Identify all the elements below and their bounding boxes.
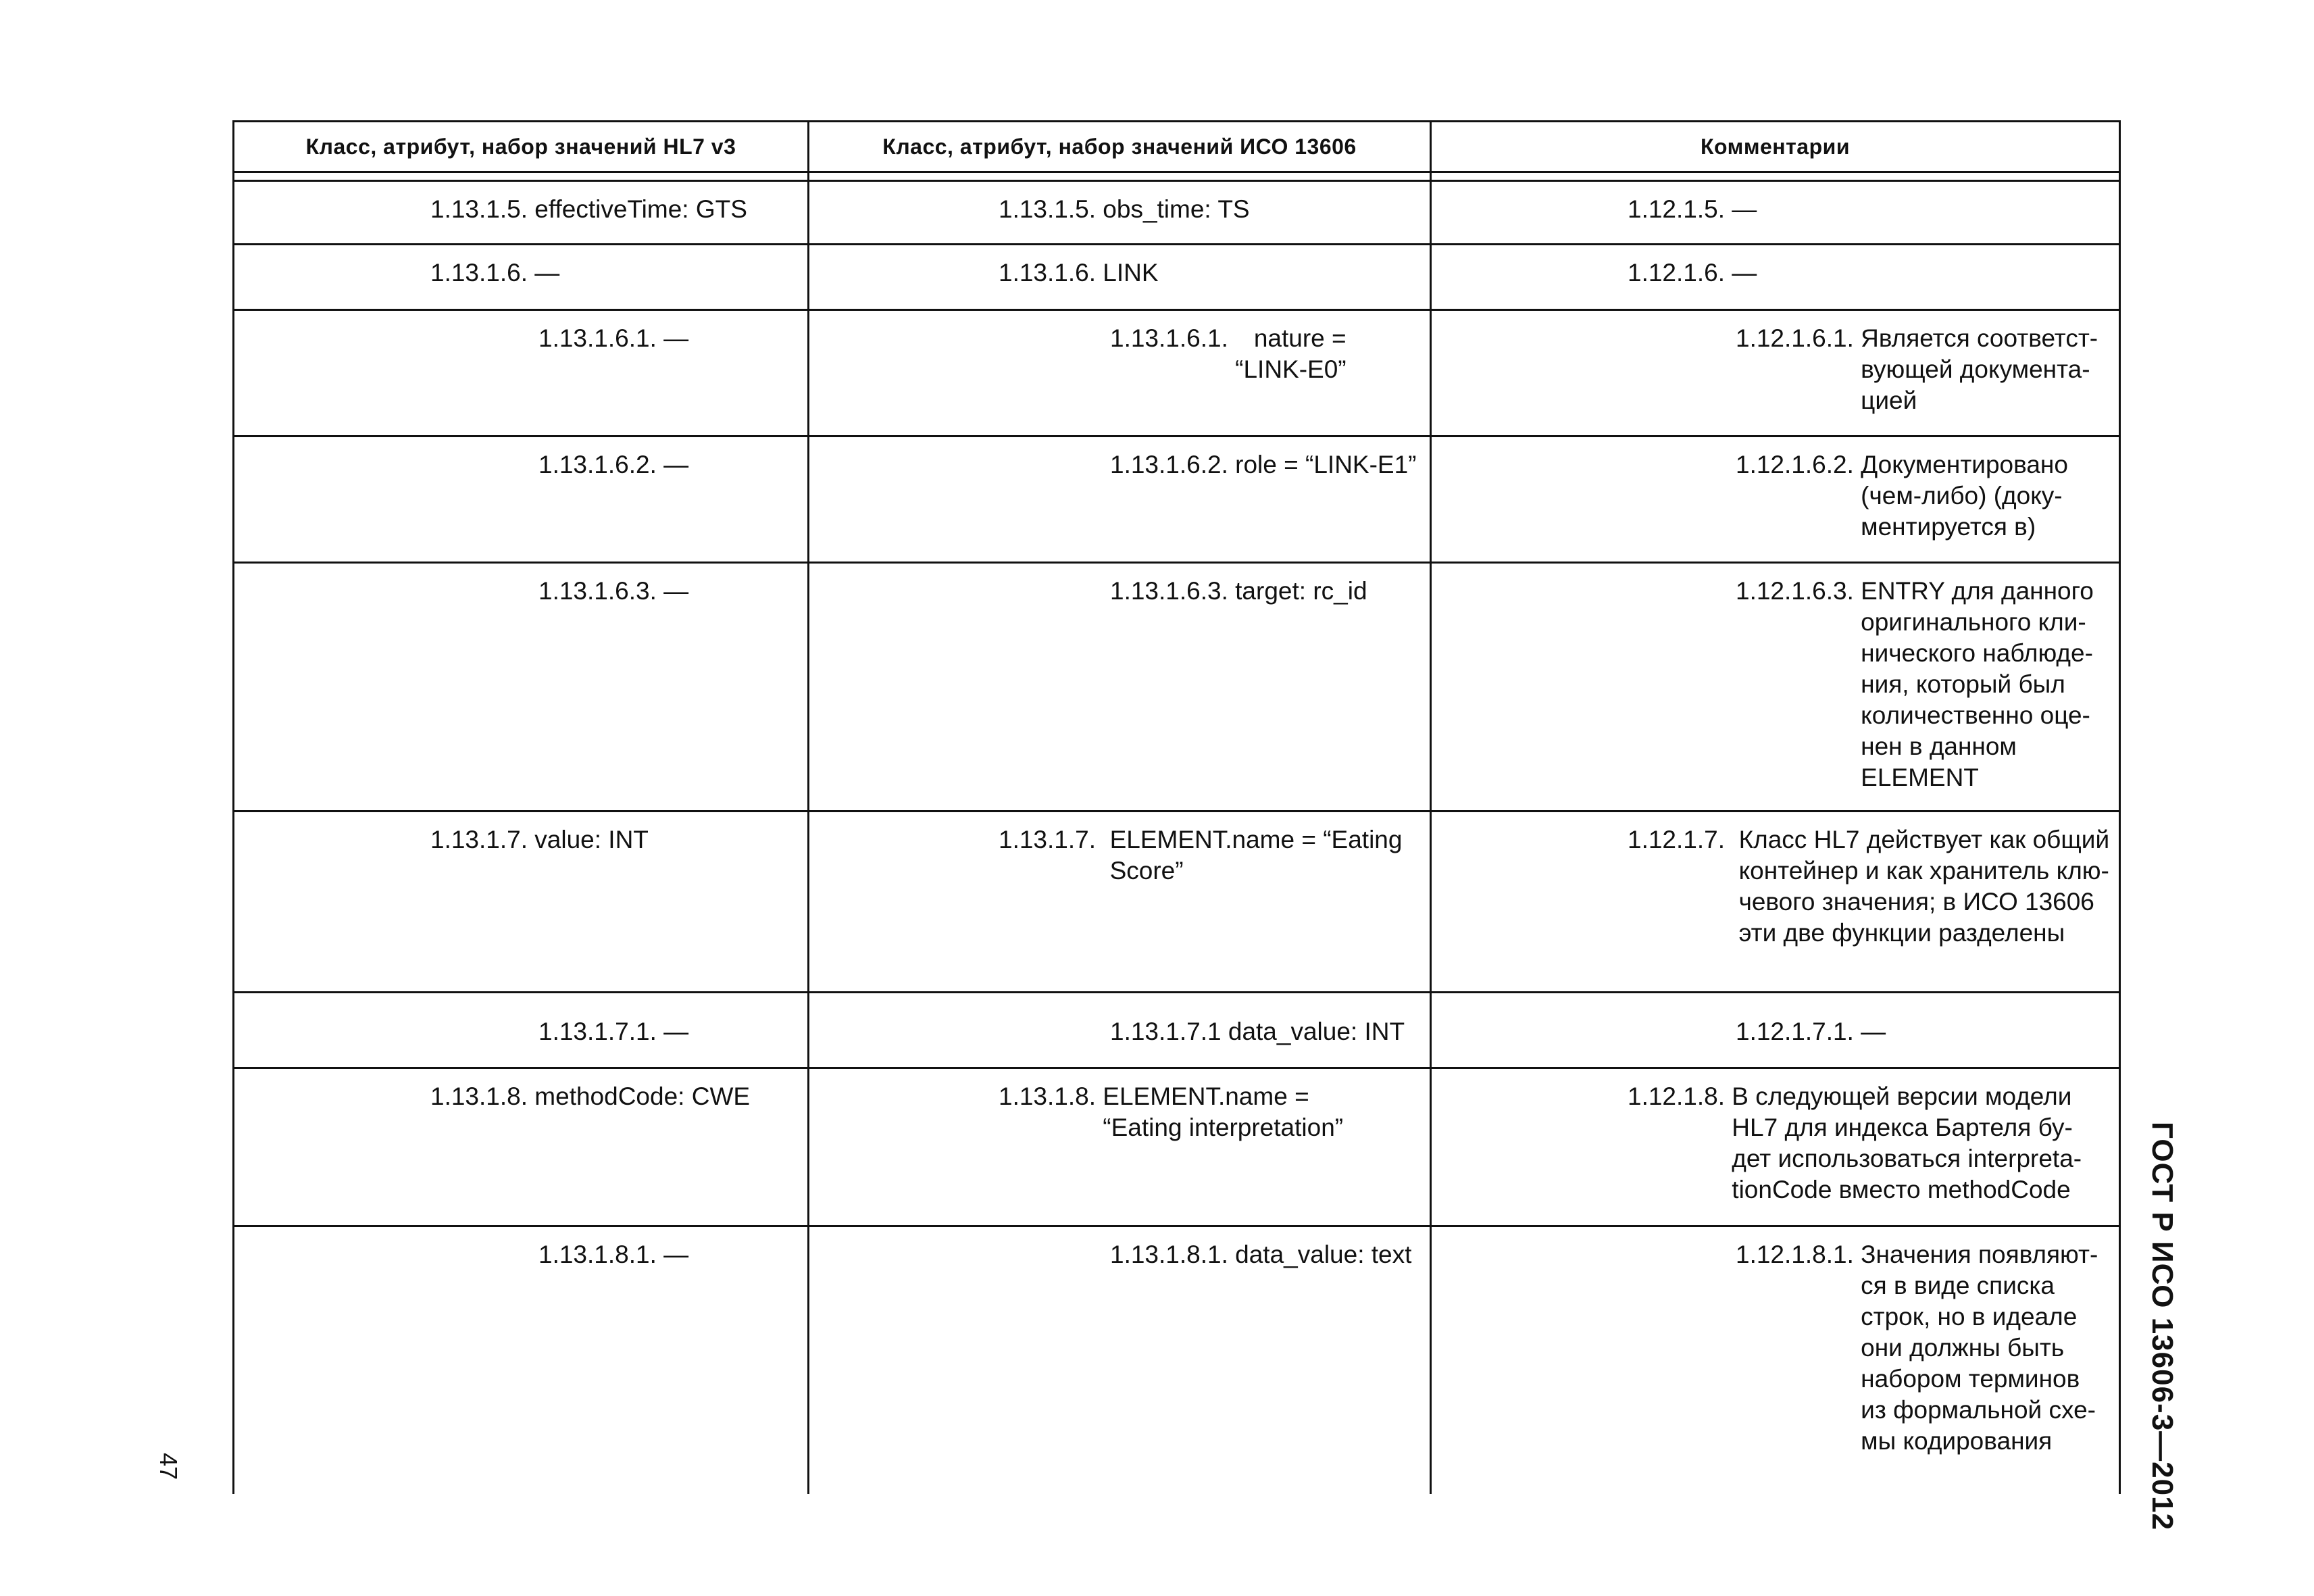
- table-row: [234, 245, 2120, 310]
- table-row: [234, 1068, 2120, 1226]
- comment-text: В следующей версии модели HL7 для индекса Бартеля бу- дет использоваться interpreta- tionCode вместо methodCode: [1732, 1082, 2082, 1203]
- hl7-number: 1.13.1.6.: [430, 259, 528, 286]
- comment-number: 1.12.1.6.1.: [1736, 324, 1854, 352]
- comment-number: 1.12.1.6.3.: [1736, 577, 1854, 605]
- header-comments: Комментарии: [1431, 122, 2120, 172]
- comment-text: Документировано (чем-либо) (доку- ментируется в): [1861, 451, 2068, 541]
- comment-text: ENTRY для данного оригинального кли- нического наблюде- ния, который был количественно оце- нен в данном ELEMENT: [1861, 577, 2094, 791]
- hl7-attribute: —: [663, 1241, 689, 1268]
- hl7-number: 1.13.1.6.1.: [538, 324, 657, 352]
- iso-attribute: role = “LINK-E1”: [1235, 451, 1417, 478]
- iso-attribute: data_value: text: [1235, 1241, 1412, 1268]
- table-row: [234, 310, 2120, 437]
- iso-attribute: LINK: [1103, 259, 1159, 286]
- comment-number: 1.12.1.7.: [1628, 826, 1726, 853]
- comment-number: 1.12.1.6.2.: [1736, 451, 1854, 478]
- comment-text: Значения появляют- ся в виде списка строк, но в идеале они должны быть набором терминов из формальной схе- мы кодирования: [1861, 1241, 2098, 1455]
- hl7-attribute: —: [663, 1018, 689, 1045]
- iso-number: 1.13.1.8.: [999, 1082, 1097, 1110]
- table-row: [234, 181, 2120, 245]
- iso-number: 1.13.1.6.1.: [1110, 324, 1228, 352]
- comment-text: —: [1732, 195, 1757, 223]
- comment-number: 1.12.1.8.: [1628, 1082, 1726, 1110]
- hl7-number: 1.13.1.6.2.: [538, 451, 657, 478]
- iso-number: 1.13.1.7.1: [1110, 1018, 1222, 1045]
- page-number: 47: [155, 1453, 182, 1480]
- hl7-attribute: —: [663, 577, 689, 605]
- iso-attribute: target: rc_id: [1235, 577, 1367, 605]
- iso-number: 1.13.1.5.: [999, 195, 1097, 223]
- hl7-number: 1.13.1.8.1.: [538, 1241, 657, 1268]
- comment-text: —: [1732, 259, 1757, 286]
- iso-attribute: ELEMENT.name = “Eating interpretation”: [1103, 1082, 1344, 1141]
- table-row: [234, 812, 2120, 993]
- iso-number: 1.13.1.8.1.: [1110, 1241, 1228, 1268]
- iso-attribute: nature = “LINK-E0”: [1235, 324, 1347, 383]
- table-header-row: [234, 122, 2120, 172]
- hl7-attribute: —: [663, 451, 689, 478]
- table-row: [234, 563, 2120, 812]
- comment-number: 1.12.1.5.: [1628, 195, 1726, 223]
- iso-number: 1.13.1.7.: [999, 826, 1097, 853]
- hl7-number: 1.13.1.5.: [430, 195, 528, 223]
- comment-text: —: [1861, 1018, 1886, 1045]
- hl7-attribute: —: [663, 324, 689, 352]
- hl7-number: 1.13.1.8.: [430, 1082, 528, 1110]
- table-row: [234, 437, 2120, 563]
- table-row: [234, 1226, 2120, 1494]
- header-gap: [234, 172, 2120, 181]
- iso-number: 1.13.1.6.3.: [1110, 577, 1228, 605]
- mapping-table: [232, 120, 2121, 1494]
- comment-text: Является соответст- вующей документа- цией: [1861, 324, 2098, 414]
- comment-number: 1.12.1.8.1.: [1736, 1241, 1854, 1268]
- hl7-attribute: effectiveTime: GTS: [534, 195, 747, 223]
- hl7-number: 1.13.1.7.1.: [538, 1018, 657, 1045]
- comment-number: 1.12.1.7.1.: [1736, 1018, 1854, 1045]
- table-row: [234, 993, 2120, 1068]
- header-hl7: Класс, атрибут, набор значений HL7 v3: [234, 122, 809, 172]
- hl7-attribute: —: [534, 259, 560, 286]
- hl7-number: 1.13.1.7.: [430, 826, 528, 853]
- comment-number: 1.12.1.6.: [1628, 259, 1726, 286]
- iso-attribute: data_value: INT: [1228, 1018, 1405, 1045]
- hl7-number: 1.13.1.6.3.: [538, 577, 657, 605]
- hl7-attribute: methodCode: CWE: [534, 1082, 751, 1110]
- iso-attribute: ELEMENT.name = “Eating Score”: [1109, 826, 1403, 884]
- hl7-attribute: value: INT: [534, 826, 649, 853]
- iso-attribute: obs_time: TS: [1103, 195, 1250, 223]
- iso-number: 1.13.1.6.2.: [1110, 451, 1228, 478]
- header-iso: Класс, атрибут, набор значений ИСО 13606: [809, 122, 1431, 172]
- iso-number: 1.13.1.6.: [999, 259, 1097, 286]
- standard-designation: ГОСТ Р ИСО 13606-3—2012: [2146, 1122, 2179, 1531]
- comment-text: Класс HL7 действует как общий контейнер и как хранитель клю- чевого значения; в ИСО 13606 эти две функции разделены: [1738, 826, 2110, 947]
